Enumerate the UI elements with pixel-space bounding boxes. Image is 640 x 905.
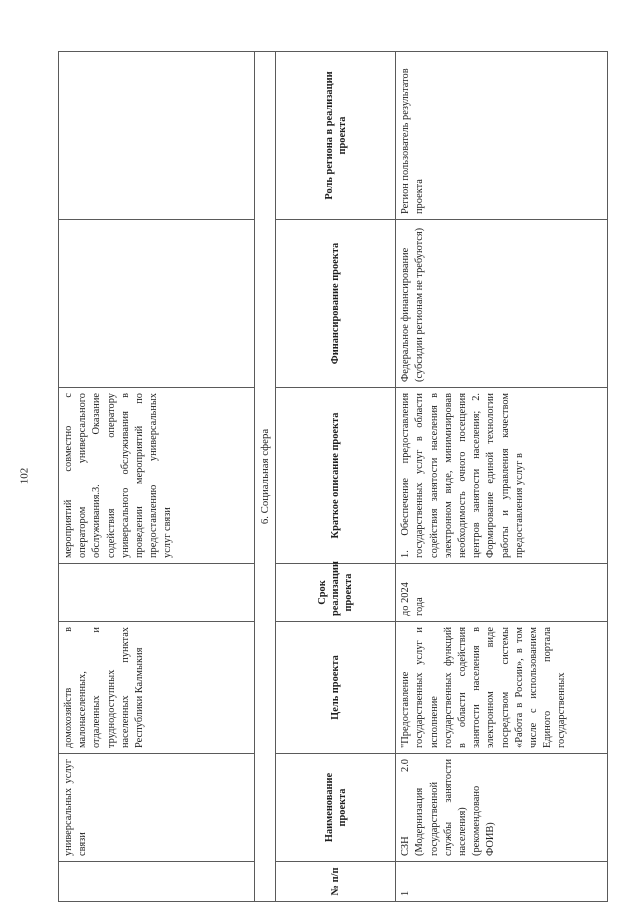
project-role: Регион пользователь результатов проекта bbox=[396, 52, 608, 220]
section-row bbox=[255, 52, 276, 902]
page-number: 102 bbox=[18, 467, 31, 485]
header-description: Краткое описание проекта bbox=[276, 388, 396, 564]
header-goal: Цель проекта bbox=[276, 622, 396, 754]
header-financing: Финансирование проекта bbox=[276, 220, 396, 388]
project-row bbox=[396, 52, 608, 902]
header-row bbox=[276, 52, 396, 902]
projects-table bbox=[58, 51, 608, 902]
cont-cell-term bbox=[59, 564, 255, 622]
project-description: 1. Обеспечение предоставления государственных услуг в области содействия занятости населения в электронном виде, минимизировав необходимость очного посещения центров занятости населения; 2. Формирование единой технологии работы и управления качеством предоставления услуг в bbox=[396, 388, 608, 564]
project-term: до 2024 года bbox=[396, 564, 608, 622]
cont-cell-role bbox=[59, 52, 255, 220]
cont-cell-goal: домохозяйств в малонаселенных, отдаленных и труднодоступных населенных пунктах Республики Калмыкия bbox=[59, 622, 255, 754]
cont-cell-num bbox=[59, 862, 255, 902]
project-name: СЗН 2.0 (Модернизация государственной службы занятости населения) (рекомендовано ФОИВ) bbox=[396, 754, 608, 862]
cont-cell-description: мероприятий совместно с оператором универсального обслуживания.3. Оказание содействия оператору универсального обслуживания в проведении мероприятий по предоставлению универсальных услуг связи bbox=[59, 388, 255, 564]
project-financing: Федеральное финансирование (субсидии регионам не требуются) bbox=[396, 220, 608, 388]
project-goal: "Предоставление государственных услуг и исполнение государственных функций в области содействия занятости населения в электронном виде посредством системы «Работа в России», в том числе с использованием Единого портала государственных bbox=[396, 622, 608, 754]
header-term: Срок реализации проекта bbox=[276, 564, 396, 622]
cont-cell-financing bbox=[59, 220, 255, 388]
header-role: Роль региона в реализации проекта bbox=[276, 52, 396, 220]
continuation-row bbox=[59, 52, 255, 902]
header-num: № п/п bbox=[276, 862, 396, 902]
cont-cell-name: универсальных услуг связи bbox=[59, 754, 255, 862]
section-title: 6. Социальная сфера bbox=[255, 52, 276, 902]
project-num: 1 bbox=[396, 862, 608, 902]
header-name: Наименование проекта bbox=[276, 754, 396, 862]
rotated-table-container bbox=[58, 52, 613, 902]
